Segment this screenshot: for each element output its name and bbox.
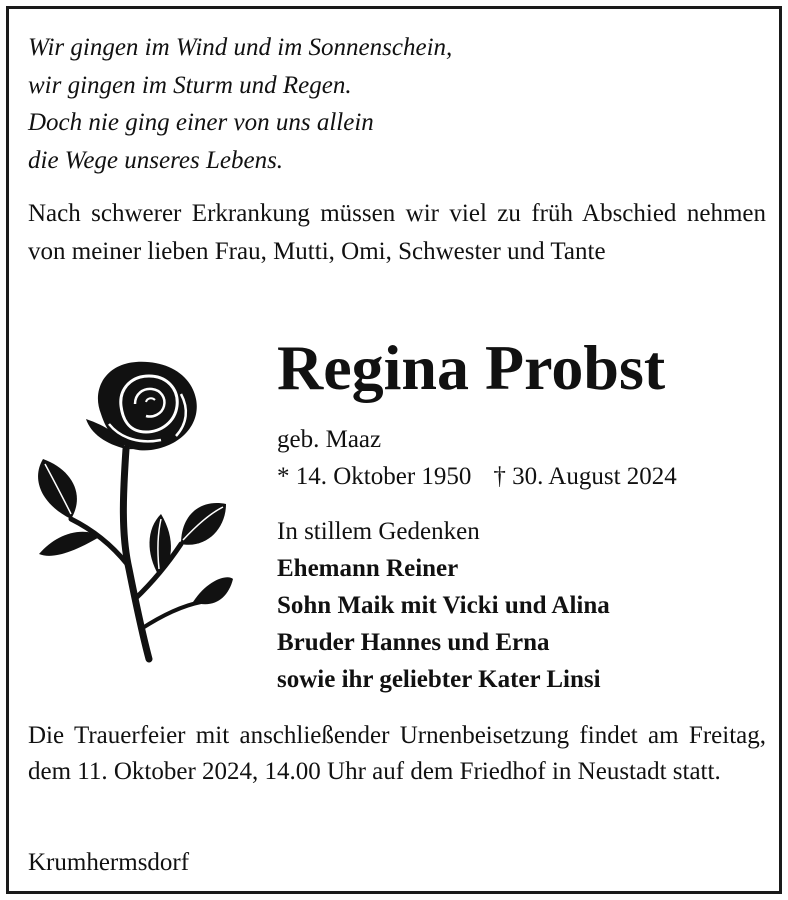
funeral-notice: Die Trauerfeier mit anschließender Urnenbeisetzung findet am Freitag, dem 11. Oktober 2024, 14.00 Uhr auf dem Friedhof in Neustadt statt. [28,722,766,785]
poem-line: Wir gingen im Wind und im Sonnenschein, [28,34,453,61]
obituary-notice [6,6,782,894]
poem-line: Doch nie ging einer von uns allein [28,109,374,136]
mourner-entry: Sohn Maik mit Vicki und Alina [277,592,610,619]
mourner-entry: Ehemann Reiner [277,555,459,582]
intro-text: Nach schwerer Erkrankung müssen wir viel zu früh Abschied nehmen von meiner lieben Frau, Mutti, Omi, Schwester und Tante [28,200,766,265]
birth-date: * 14. Oktober 1950 [277,463,472,490]
maiden-name: geb. Maaz [277,426,382,453]
poem-line: die Wege unseres Lebens. [28,146,284,174]
deceased-name: Regina Probst [277,332,666,403]
mourners-list [277,513,610,698]
place-name: Krumhermsdorf [28,849,190,876]
deceased-details [277,421,677,495]
mourner-entry: sowie ihr geliebter Kater Linsi [277,666,601,693]
poem [28,29,452,179]
rose-icon [31,354,241,674]
mourners-heading: In stillem Gedenken [277,518,480,545]
death-date: † 30. August 2024 [493,463,677,490]
poem-line: wir gingen im Sturm und Regen. [28,71,352,99]
mourner-entry: Bruder Hannes und Erna [277,629,550,656]
life-dates [277,458,677,495]
